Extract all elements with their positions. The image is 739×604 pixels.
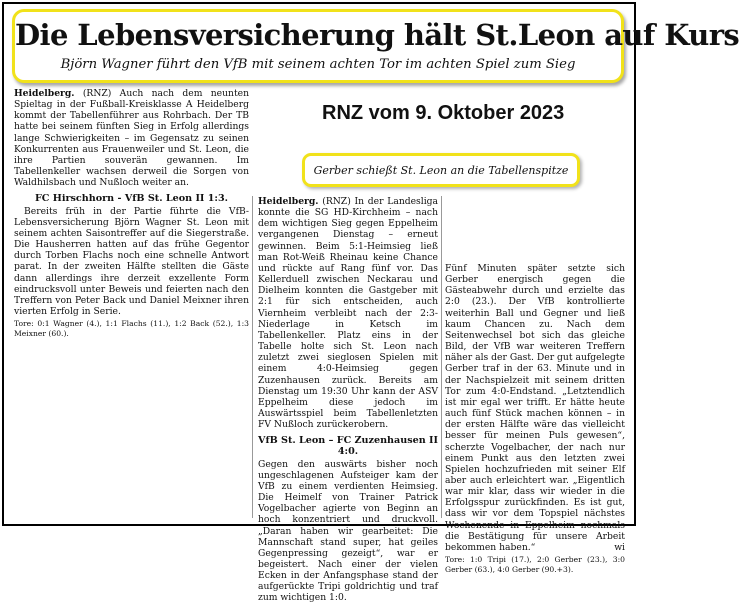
article2-column-right bbox=[445, 263, 625, 575]
article2-col3-text bbox=[445, 263, 625, 553]
article2-goals: Tore: 1:0 Tripi (17.), 2:0 Gerber (23.), 3:0 Gerber (63.), 4:0 Gerber (90.+3). bbox=[445, 555, 625, 574]
article2-title: Gerber schießt St. Leon an die Tabellenspitze bbox=[313, 164, 569, 177]
article2-dateline: Heidelberg. bbox=[258, 196, 319, 207]
article1-goals: Tore: 0:1 Wagner (4.), 1:1 Flachs (11.), 1:2 Back (52.), 1:3 Meixner (60.). bbox=[14, 319, 249, 338]
subheadline: Björn Wagner führt den VfB mit seinem achten Tor im achten Spiel zum Sieg bbox=[60, 57, 576, 72]
column-divider-1 bbox=[252, 196, 253, 518]
article2-column-left bbox=[258, 196, 438, 604]
article1-column bbox=[14, 88, 249, 339]
headline: Die Lebensversicherung hält St.Leon auf Kurs bbox=[15, 18, 739, 52]
article2-author: wi bbox=[614, 541, 625, 553]
article1-match-heading: FC Hirschhorn - VfB St. Leon II 1:3. bbox=[34, 193, 228, 205]
article1-goals-rule bbox=[14, 317, 249, 319]
article1-match-text: Bereits früh in der Partie führte die VfB-Lebensversicherung Björn Wagner St. Leon mit seinem achten Saisontreffer auf die Siegerstraße. Die Hausherren hatten auf das frühe Gegentor durch Torben Flachs noch eine schnelle Antwort parat. In der zweiten Hälfte stellten die Gäste dann allerdings ihre derzeit exzellente Form eindrucksvoll unter Beweis und feierten nach den Treffern von Peter Back und Daniel Meixner ihren vierten Erfolg in Serie. bbox=[14, 205, 249, 317]
article1-intro-text: (RNZ) Auch nach dem neunten Spieltag in der Fußball-Kreisklasse A Heidelberg kommt der Tabellenführer aus Rohrbach. Der TB hatte bei seinem fünften Sieg in Erfolg allerdings lange Schwierigkeiten – im Gegensatz zu seinen Konkurrenten aus Frauenweiler und St. Leon, die ihre Partien souverän gewannen. Im Tabellenkeller wachsen derweil die Sorgen von Waldhilsbach und Nußloch weiter an. bbox=[14, 88, 249, 189]
article2-intro bbox=[258, 196, 438, 430]
source-date: RNZ vom 9. Oktober 2023 bbox=[322, 102, 565, 124]
article2-title-box bbox=[302, 153, 580, 187]
article2-match-heading: VfB St. Leon – FC Zuzenhausen II 4:0. bbox=[258, 435, 439, 458]
column-divider-2 bbox=[441, 196, 442, 518]
article2-col3-body: Fünf Minuten später setzte sich Gerber energisch gegen die Gästeabwehr durch und erzielte das 2:0 (23.). Der VfB kontrollierte weiterhin Ball und Gegner und ließ kaum Chancen zu. Nach dem Seitenwechsel bot sich das gleiche Bild, der VfB war weiteren Treffern näher als der Gast. Der gut aufgelegte Gerber traf in der 63. Minute und in der Nachspielzeit mit seinem dritten Tor zum 4:0-Endstand. „Letztendlich ist mir egal wer trifft. Er hätte heute auch fünf Stück machen können – in der ersten Hälfte wäre das vielleicht besser für meinen Puls gewesen“, scherzte Vogelbacher, der nach nur einem Punkt aus den letzten zwei Spielen hochzufrieden mit seiner Elf aber auch erleichtert war. „Eigentlich war mir klar, dass wir wieder in die Erfolgsspur zurückfinden. Es ist gut, dass wir vor dem Topspiel nächstes Wochenende in Eppelheim nochmals die Bestätigung für unsere Arbeit bekommen haben.“ bbox=[445, 263, 625, 553]
article2-match-text: Gegen den auswärts bisher noch ungeschlagenen Aufsteiger kam der VfB zu einem verdienten Heimsieg. Die Heimelf von Trainer Patrick Vogelbacher agierte von Beginn an hoch konzentriert und druckvoll. „Daran haben wir gearbeitet: Die Mannschaft stand super, hat geiles Gegenpressing gezeigt“, war er begeistert. Nach einer der vielen Ecken in der Anfangsphase stand der aufgerückte Tripi goldrichtig und traf zum wichtigen 1:0. bbox=[258, 458, 438, 604]
article1-intro bbox=[14, 88, 249, 188]
article2-intro-text: (RNZ) In der Landesliga konnte die SG HD-Kirchheim – nach dem wichtigen Sieg gegen Eppelheim vergangenen Dienstag – erneut gewinnen. Beim 5:1-Heimsieg ließ man Rot-Weiß Rheinau keine Chance und rückte auf Rang fünf vor. Das Kellerduell zwischen Neckarau und Dielheim konnten die Gastgeber mit 2:1 für sich entscheiden, auch Viernheim verbleibt nach der 2:3-Niederlage in Ketsch im Tabellenkeller. Platz eins in der Tabelle holte sich St. Leon nach zuletzt zwei sieglosen Spielen mit einem 4:0-Heimsieg gegen Zuzenhausen zurück. Bereits am Dienstag um 19:30 Uhr kann der ASV Eppelheim diese jedoch im Auswärtsspiel beim Tabellenletzten FV Nußloch zurückerobern. bbox=[258, 196, 439, 431]
article1-dateline: Heidelberg. bbox=[14, 88, 75, 99]
headline-box bbox=[12, 9, 739, 83]
